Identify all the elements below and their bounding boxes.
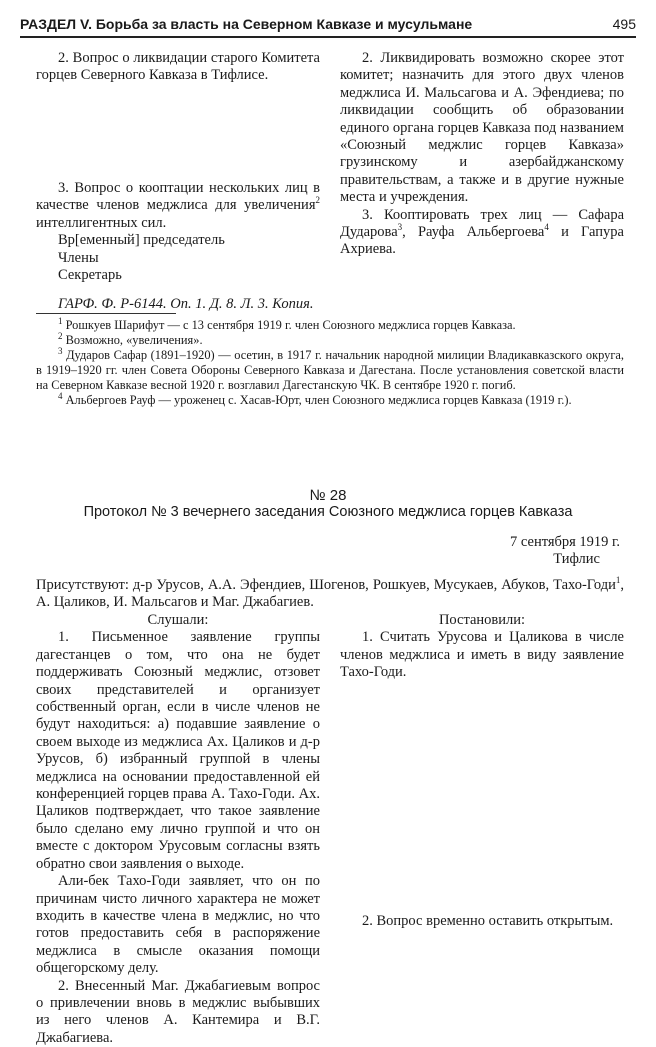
resolution-2: 2. Ликвидировать возможно скорее этот комитет; назначить для этого двух членов меджлиса И. Мальсагова и А. Эфендиева; по ликвидации сообщить об образовании единого органа горцев Кавказа под названием «Союзный меджлис горцев Кавказа» грузинскому и азербайджанскому правительствам, а также и в другие нужные места и учреждения. [340, 50, 624, 206]
resolved-item-2: 2. Вопрос временно оставить открытым. [362, 913, 614, 929]
top-left-column [36, 50, 320, 85]
heard-item-2: 2. Внесенный Маг. Джабагиевым вопрос о привлечении вновь в меджлис выбывших из него членов А. Кантемира и В.Г. Джабагиева. [36, 977, 320, 1046]
running-header [20, 14, 636, 38]
document-title: Протокол № 3 вечернего заседания Союзного меджлиса горцев Кавказа [83, 504, 573, 520]
signature-secretary: Секретарь [58, 267, 122, 284]
resolved-item-1: 1. Считать Урусова и Цаликова в числе членов меджлиса и иметь в виду заявление Тахо-Годи. [340, 629, 624, 681]
footnote-4: $^4$ Альбергоев Рауф — уроженец с. Хасав-Юрт, член Союзного меджлиса горцев Кавказа (1919 г.). [58, 390, 572, 407]
resolved-column [340, 612, 624, 682]
archive-reference: ГАРФ. Ф. Р-6144. Оп. 1. Д. 8. Л. 3. Копия. [58, 296, 314, 313]
attendees: Присутствуют: д-р Урусов, А.А. Эфендиев, Шогенов, Рошкуев, Мусукаев, Абуков, Тахо-Годи$^1$, А. Цаликов, И. Мальсагов и Маг. Джабагиев. [36, 575, 624, 611]
question-2: 2. Вопрос о ликвидации старого Комитета горцев Северного Кавказа в Тифлисе. [36, 50, 320, 84]
resolved-heading: Постановили: [438, 612, 526, 628]
footnote-2: $^2$ Возможно, «увеличения». [58, 330, 203, 347]
document-number: № 28 [309, 487, 347, 504]
footnote-ref-2: 2 [315, 195, 320, 206]
footnote-ref-1: 1 [615, 575, 621, 586]
top-left-column-2 [36, 180, 320, 314]
heard-item-1: 1. Письменное заявление группы дагестанцев о том, что она не будет поддерживать Союзный меджлис, отзовет своих представителей и организует собственный орган, если в числе членов не будут находиться: а) подавшие заявление о своем выходе из меджлиса Ах. Цаликов и д-р Урусов, б) избранный группой в члены меджлиса на основании предоставленной ей конференцией горцев права А. Тахо-Годи. Ах. Цаликов подтверждает, что такое заявление было сделано ему лично группой и что он вместе с доктором Урусовым согласны взять обратно свои заявления о выходе. [36, 629, 320, 872]
footnotes [36, 315, 624, 408]
footnote-ref-4: 4 [544, 222, 549, 233]
signature-members: Члены [58, 249, 99, 266]
footnote-1: $^1$ Рошкуев Шарифут — с 13 сентября 1919 г. член Союзного меджлиса горцев Кавказа. [58, 315, 516, 332]
document-place: Тифлис [553, 551, 600, 568]
resolved-column-2 [340, 913, 624, 930]
document-date: 7 сентября 1919 г. [510, 534, 620, 550]
question-3: 3. Вопрос о кооптации нескольких лиц в качестве членов меджлиса для увеличения$^2$ интеллигентных сил. [36, 180, 320, 231]
heard-heading: Слушали: [147, 612, 209, 628]
date-place [420, 534, 620, 569]
section-title: РАЗДЕЛ V. Борьба за власть на Северном Кавказе и мусульмане [20, 16, 473, 32]
footnote-ref-3: 3 [397, 222, 403, 233]
footnote-3: $^3$ Дударов Сафар (1891–1920) — осетин, в 1917 г. начальник народной милиции Владикавказского округа, в 1919–1920 гг. член Совета Обороны Северного Кавказа и Дагестана. После установления советской власти на Северном Кавказе весной 1920 г. возглавил Дагестанскую ЧК. В сентябре 1920 г. погиб. [36, 345, 624, 392]
signature-chair: Вр[еменный] председатель [58, 232, 225, 249]
page-number: 495 [612, 16, 636, 32]
top-right-column [340, 50, 624, 259]
heard-item-1-note: Али-бек Тахо-Годи заявляет, что он по причинам чисто личного характера не может входить в качестве члена в меджлис, но что готов предоставить себя в распоряжение меджлиса в смысле оказания помощи общегорскому делу. [36, 873, 320, 977]
heard-column [36, 612, 320, 1047]
footnote-divider [36, 313, 176, 314]
resolution-3: 3. Кооптировать трех лиц — Сафара Дударова$^3$, Рауфа Альбергоева$^4$ и Гапура Ахриева. [340, 206, 624, 258]
